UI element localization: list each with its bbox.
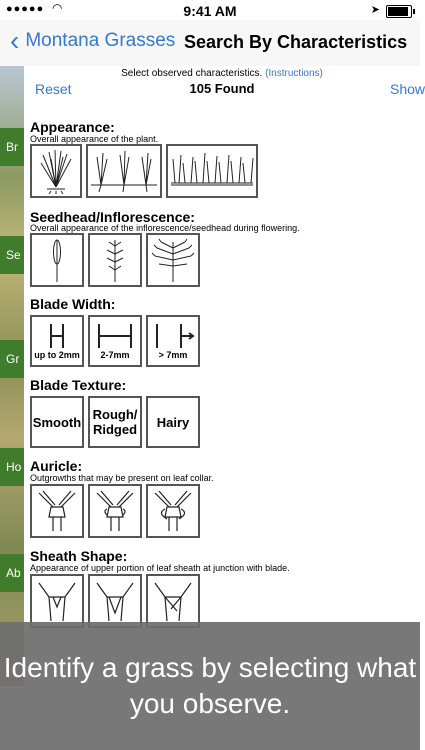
option-label: Smooth xyxy=(32,414,82,430)
caption-overlay xyxy=(0,622,420,750)
instructions-line xyxy=(24,68,420,79)
section-title-blade-texture: Blade Texture: xyxy=(30,377,127,393)
side-tab[interactable]: Se xyxy=(0,236,24,274)
side-tab[interactable]: Br xyxy=(0,128,24,166)
width-narrow-icon xyxy=(37,322,77,350)
section-title-auricle: Auricle: xyxy=(30,458,83,474)
spreading-grass-icon xyxy=(89,147,159,195)
option-appearance-rhizomatous[interactable] xyxy=(86,144,162,198)
sheath-overlapping-icon xyxy=(149,577,197,625)
battery-icon xyxy=(386,5,412,18)
side-tab[interactable]: Ho xyxy=(0,448,24,486)
option-auricle-none[interactable] xyxy=(30,484,84,538)
section-desc-seedhead: Overall appearance of the inflorescence/seedhead during flowering. xyxy=(30,223,300,233)
wifi-icon: ◠ xyxy=(52,1,63,15)
search-panel xyxy=(24,66,425,626)
collar-clasping-auricle-icon xyxy=(149,487,197,535)
section-desc-auricle: Outgrowths that may be present on leaf collar. xyxy=(30,473,214,483)
spike-seedhead-icon xyxy=(33,236,81,284)
option-blade-width-wide[interactable] xyxy=(146,315,200,367)
option-label: > 7mm xyxy=(158,350,188,360)
signal-strength: ●●●●● xyxy=(6,3,45,15)
option-label: Hairy xyxy=(156,414,190,430)
sheath-open-icon xyxy=(33,577,81,625)
option-appearance-sod[interactable] xyxy=(166,144,258,198)
option-label: 2-7mm xyxy=(100,350,130,360)
option-blade-width-narrow[interactable] xyxy=(30,315,84,367)
option-seedhead-panicle[interactable] xyxy=(146,233,200,287)
option-appearance-tufted[interactable] xyxy=(30,144,82,198)
location-icon: ➤ xyxy=(370,4,380,16)
option-texture-smooth[interactable] xyxy=(30,396,84,448)
back-label: Montana Grasses xyxy=(25,30,176,51)
option-auricle-clasping[interactable] xyxy=(146,484,200,538)
side-tab[interactable]: Ab xyxy=(0,554,24,592)
status-time: 9:41 AM xyxy=(183,3,237,19)
option-texture-rough[interactable] xyxy=(88,396,142,448)
found-count: 105 Found xyxy=(189,81,255,96)
option-texture-hairy[interactable] xyxy=(146,396,200,448)
section-desc-sheath-shape: Appearance of upper portion of leaf sheath at junction with blade. xyxy=(30,563,290,573)
width-medium-icon xyxy=(93,322,137,350)
raceme-seedhead-icon xyxy=(91,236,139,284)
width-wide-icon xyxy=(151,322,195,350)
back-button[interactable] xyxy=(10,25,176,56)
option-sheath-closed[interactable] xyxy=(88,574,142,628)
option-auricle-short[interactable] xyxy=(88,484,142,538)
reset-button[interactable]: Reset xyxy=(35,81,72,97)
section-title-seedhead: Seedhead/Inflorescence: xyxy=(30,209,195,225)
section-desc-appearance: Overall appearance of the plant. xyxy=(30,134,159,144)
section-title-blade-width: Blade Width: xyxy=(30,296,116,312)
instructions-link[interactable]: (Instructions) xyxy=(265,68,323,79)
panicle-seedhead-icon xyxy=(149,236,197,284)
sod-grass-icon xyxy=(169,147,255,195)
status-bar xyxy=(0,0,420,20)
option-sheath-overlapping[interactable] xyxy=(146,574,200,628)
section-title-appearance: Appearance: xyxy=(30,119,115,135)
side-tab[interactable]: Gr xyxy=(0,340,24,378)
option-seedhead-spike[interactable] xyxy=(30,233,84,287)
option-seedhead-raceme[interactable] xyxy=(88,233,142,287)
option-label: up to 2mm xyxy=(34,350,80,360)
section-title-sheath-shape: Sheath Shape: xyxy=(30,548,128,564)
chevron-left-icon: ‹ xyxy=(10,25,20,56)
page-title: Search By Characteristics xyxy=(184,32,408,52)
caption-text: Identify a grass by selecting what you observe. xyxy=(3,652,417,719)
show-button[interactable]: Show xyxy=(390,81,425,97)
collar-plain-icon xyxy=(33,487,81,535)
tufted-grass-icon xyxy=(33,147,79,195)
collar-short-auricle-icon xyxy=(91,487,139,535)
sheath-closed-icon xyxy=(91,577,139,625)
option-label: Rough/ Ridged xyxy=(92,407,138,437)
battery-fill xyxy=(388,7,408,16)
option-blade-width-medium[interactable] xyxy=(88,315,142,367)
instructions-prompt: Select observed characteristics. xyxy=(121,68,263,79)
option-sheath-open[interactable] xyxy=(30,574,84,628)
navigation-bar xyxy=(0,20,420,67)
